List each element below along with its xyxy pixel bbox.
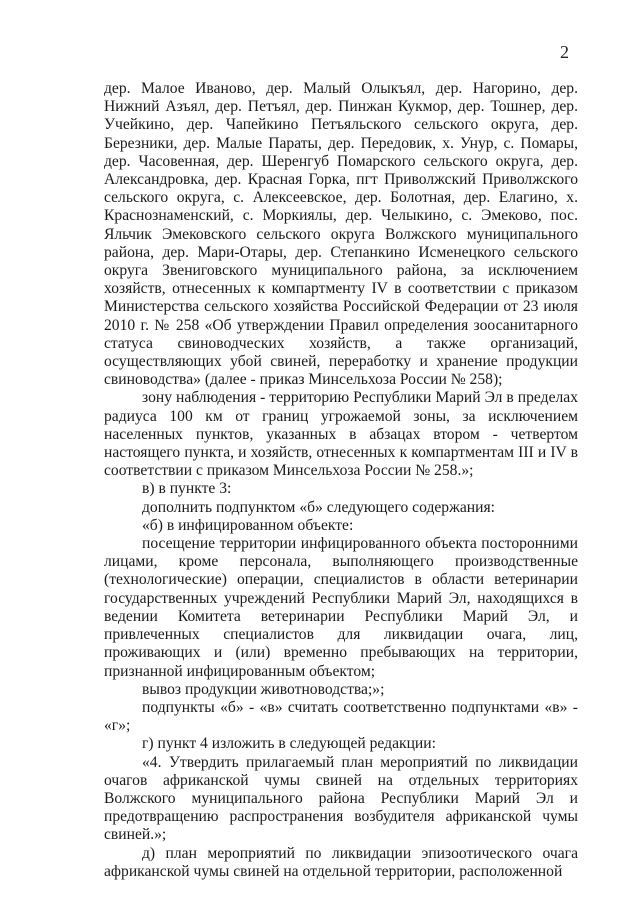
page-number: 2: [560, 42, 569, 62]
paragraph-export-ban: вывоз продукции животноводства;»;: [142, 680, 385, 698]
paragraph-settlements-list: дер. Малое Иваново, дер. Малый Олыкъял, дер. Нагорино, дер. Нижний Азъял, дер. Петъял, дер. Пинжан Кукмор, дер. Тошнер, дер. Учейкино, дер. Чапейкино Петъяльского сельского округа, дер. Березники, дер. Малые Параты, дер. Передовик, х. Унур, с. Помары, дер. Часовенная, дер. Шеренгуб Помарского сельского округа, дер. Александровка, дер. Красная Горка, пгт Приволжский Приволжского сельского округа, с. Алексеевское, дер. Болотная, дер. Елагино, х. Краснознаменский, с. Моркиялы, дер. Челыкино, с. Эмеково, пос. Яльчик Эмековского сельского округа Волжского муниципального района, дер. Мари-Отары, дер. Степанкино Исменецкого сельского округа Звениговского муниципального района, за исключением хозяйств, отнесенных к компартменту IV в соответствии с приказом Министерства сельского хозяйства Российской Федерации от 23 июля 2010 г. № 258 «Об утверждении Правил определения зоосанитарного статуса свиноводческих хозяйств, а также организаций, осуществляющих убой свиней, переработку и хранение продукции свиноводства» (далее - приказ Минсельхоза России № 258);: [104, 80, 578, 389]
paragraph-item-4-heading: г) пункт 4 изложить в следующей редакции:: [142, 735, 436, 753]
paragraph-item-3-heading: в) в пункте 3:: [142, 480, 232, 498]
document-body: [104, 80, 578, 881]
paragraph-item-4-text: «4. Утвердить прилагаемый план мероприятий по ликвидации очагов африканской чумы свиней на отдельных территориях Волжского муниципального района Республики Марий Эл и предотвращению распространения возбудителя африканской чумы свиней.»;: [104, 753, 578, 844]
paragraph-visit-restriction: посещение территории инфицированного объекта посторонними лицами, кроме персонала, выполняющего производственные (технологические) операции, специалистов в области ветеринарии государственных учреждений Республики Марий Эл, находящихся в ведении Комитета ветеринарии Республики Марий Эл, и привлеченных специалистов для ликвидации очага, лиц, проживающих и (или) временно пребывающих на территории, признанной инфицированным объектом;: [104, 535, 578, 680]
paragraph-renumber-subitems: подпункты «б» - «в» считать соответственно подпунктами «в» - «г»;: [104, 698, 578, 735]
paragraph-observation-zone: зону наблюдения - территорию Республики Марий Эл в пределах радиуса 100 км от границ угрожаемой зоны, за исключением населенных пунктов, указанных в абзацах втором - четвертом настоящего пункта, и хозяйств, отнесенных к компартментам III и IV в соответствии с приказом Минсельхоза России № 258.»;: [104, 389, 578, 480]
paragraph-add-subitem-b: дополнить подпунктом «б» следующего содержания:: [142, 498, 495, 516]
paragraph-infected-object: «б) в инфицированном объекте:: [142, 516, 354, 534]
paragraph-plan-measures: д) план мероприятий по ликвидации эпизоотического очага африканской чумы свиней на отдельной территории, расположенной: [104, 844, 578, 880]
